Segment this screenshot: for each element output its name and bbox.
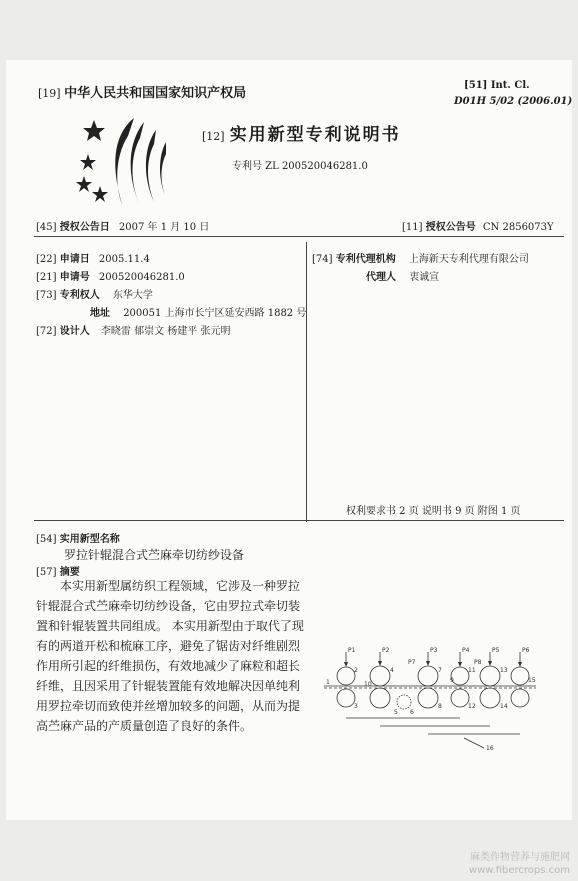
figure-label: 1 — [326, 679, 330, 686]
figure-label: 15 — [528, 677, 536, 684]
needle-roller — [397, 695, 411, 709]
class-code: [51] Int. Cl. — [464, 80, 530, 91]
rule-top — [34, 236, 564, 237]
class-value: D01H 5/02 (2006.01) — [454, 96, 573, 107]
agency-value: 上海新天专利代理有限公司 — [408, 254, 529, 265]
figure-label: P3 — [430, 647, 438, 654]
agent-row — [366, 268, 439, 283]
title-row — [36, 530, 120, 545]
figure-label: 5 — [394, 709, 398, 716]
app-date-value: 2005.11.4 — [98, 254, 150, 265]
figure-label: 7 — [438, 667, 442, 674]
app-no-row — [36, 268, 185, 283]
watermark-url: www.fibercrops.com — [468, 865, 570, 876]
figure-label: 9 — [450, 677, 454, 684]
bottom-roller — [511, 689, 529, 707]
agent-label: 代理人 — [366, 272, 396, 283]
app-no-label: 申请号 — [59, 272, 90, 283]
bottom-roller — [418, 688, 438, 708]
figure-label: 2 — [354, 667, 358, 674]
grant-no-label: 授权公告号 — [425, 222, 476, 233]
app-date-label: 申请日 — [59, 254, 90, 265]
figure-label: 16 — [486, 745, 494, 752]
grant-date-row — [36, 218, 209, 233]
figure-label: P6 — [522, 647, 530, 654]
agency-row — [312, 250, 529, 265]
abstract-line: 高苎麻产品的产质量创造了良好的条件。 — [36, 719, 253, 733]
abstract-code: [57] — [36, 567, 57, 578]
figure-label: 11 — [468, 667, 476, 674]
abstract-line: 用罗拉牵切而致使并丝增加较多的问题，从而为提 — [36, 699, 301, 713]
top-roller — [511, 667, 529, 685]
abstract-label: 摘要 — [59, 567, 80, 578]
abstract-line: 作用所引起的纤维损伤，有效地减少了麻粒和超长 — [36, 659, 301, 673]
grant-date-value: 2007 年 1 月 10 日 — [118, 222, 210, 233]
bottom-roller — [451, 689, 469, 707]
title-code: [54] — [36, 534, 57, 545]
bottom-roller — [337, 689, 355, 707]
office-line — [38, 82, 246, 101]
title-label: 实用新型名称 — [59, 534, 120, 545]
watermark-title: 麻类作物营养与施肥网 — [470, 852, 570, 863]
owner-row — [36, 286, 153, 301]
patent-number: 专利号 ZL 200520046281.0 — [232, 161, 368, 172]
drafting-device-figure — [324, 642, 536, 752]
figure-label: P5 — [492, 647, 500, 654]
abstract-line: 置和针辊装置共同组成。 本实用新型由于取代了现 — [36, 619, 304, 633]
figure-label: P8 — [474, 659, 482, 666]
top-roller — [480, 666, 500, 686]
top-roller — [418, 666, 438, 686]
rule-middle — [34, 520, 564, 521]
sipo-emblem-logo — [70, 114, 174, 208]
utility-model-title: 罗拉针辊混合式苎麻牵切纺纱设备 — [64, 548, 245, 562]
abstract-line: 有的两道开松和梳麻工序，避免了锯齿对纤维剧烈 — [36, 639, 301, 653]
office-code: [19] — [38, 87, 61, 100]
owner-code: [73] — [36, 290, 57, 301]
address-value: 200051 上海市长宁区延安西路 1882 号 — [123, 308, 307, 319]
column-divider — [306, 242, 307, 522]
figure-label: P4 — [462, 647, 470, 654]
designer-value: 李晓雷 郁崇文 杨建平 张元明 — [100, 326, 231, 337]
doc-title: 实用新型专利说明书 — [229, 125, 401, 145]
owner-value: 东华大学 — [112, 290, 153, 301]
app-no-value: 200520046281.0 — [98, 272, 185, 283]
app-no-code: [21] — [36, 272, 57, 283]
abstract-line: 针辊混合式苎麻牵切纺纱设备，它由罗拉式牵切装 — [36, 599, 301, 613]
figure-label: 3 — [354, 703, 358, 710]
grant-no-row — [402, 218, 554, 233]
figure-label: 13 — [500, 667, 508, 674]
figure-label: 8 — [438, 703, 442, 710]
doc-code: [12] — [202, 130, 225, 143]
grant-date-label: 授权公告日 — [59, 222, 110, 233]
designer-row — [36, 322, 230, 337]
top-roller — [370, 666, 390, 686]
app-date-code: [22] — [36, 254, 57, 265]
address-label: 地址 — [90, 308, 110, 319]
figure-label: P1 — [348, 647, 356, 654]
bottom-roller — [370, 688, 390, 708]
owner-label: 专利权人 — [59, 290, 100, 301]
figure-label: 10 — [364, 681, 372, 688]
agency-label: 专利代理机构 — [335, 254, 396, 265]
agency-code: [74] — [312, 254, 333, 265]
figure-label: 12 — [468, 703, 476, 710]
patent-page — [6, 60, 572, 820]
abstract-line: 本实用新型属纺织工程领域，它涉及一种罗拉 — [60, 579, 301, 593]
abstract-line: 纤维，且因采用了针辊装置能有效地解决因单纯利 — [36, 679, 301, 693]
grant-date-code: [45] — [36, 222, 57, 233]
bottom-roller — [480, 688, 500, 708]
figure-label: 14 — [500, 703, 508, 710]
site-watermark — [469, 851, 570, 877]
designer-label: 设计人 — [59, 326, 90, 337]
grant-no-code: [11] — [402, 222, 423, 233]
agent-value: 衷诚宣 — [409, 272, 440, 283]
abstract-body — [36, 576, 308, 736]
office-name: 中华人民共和国国家知识产权局 — [64, 86, 247, 101]
address-row — [90, 304, 306, 319]
app-date-row — [36, 250, 150, 265]
top-roller — [337, 667, 355, 685]
grant-no-value: CN 2856073Y — [482, 222, 554, 233]
figure-label: P7 — [408, 659, 416, 666]
figure-label: 6 — [410, 709, 414, 716]
page-counts: 权利要求书 2 页 说明书 9 页 附图 1 页 — [346, 506, 521, 517]
designer-code: [72] — [36, 326, 57, 337]
figure-label: 4 — [390, 667, 394, 674]
doc-title-line — [202, 120, 401, 145]
figure-label: P2 — [382, 647, 390, 654]
